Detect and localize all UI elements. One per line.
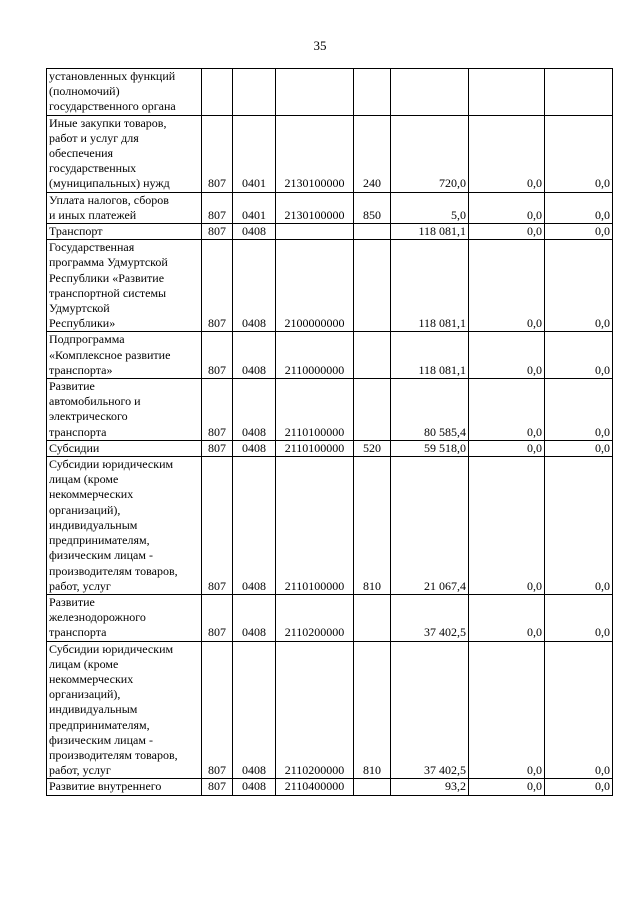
cell-amount-year1: 37 402,5 [391,594,469,641]
item-name-line: Иные закупки товаров, [49,115,167,130]
item-name-line: установленных функций [49,69,176,83]
cell-target-article: 2110100000 [276,440,354,456]
cell-amount-year3 [545,69,613,116]
item-name-line: программа Удмуртской [49,255,168,270]
cell-amount-year3: 0,0 [545,224,613,240]
cell-item-name [47,379,202,441]
item-name-line: лицам (кроме [49,472,119,487]
cell-amount-year1: 5,0 [391,192,469,223]
item-name-line: Транспорт [49,224,103,239]
item-name-line: лицам (кроме [49,656,119,671]
cell-target-article: 2110100000 [276,379,354,441]
item-name-line: транспорта [49,424,107,439]
cell-ministry-code: 807 [202,332,233,379]
cell-expense-type [354,594,391,641]
item-name-line: Государственная [49,240,135,255]
table-row [47,224,613,240]
cell-section-code: 0408 [233,779,276,795]
item-name-line: железнодорожного [49,610,146,625]
item-name-line: организаций), [49,687,121,702]
cell-amount-year3: 0,0 [545,192,613,223]
cell-amount-year2: 0,0 [469,594,545,641]
table-row [47,440,613,456]
cell-amount-year2: 0,0 [469,192,545,223]
cell-item-name [47,69,202,116]
item-name-line: Подпрограмма [49,332,125,347]
cell-amount-year1: 21 067,4 [391,457,469,595]
cell-ministry-code: 807 [202,641,233,779]
table-row [47,594,613,641]
item-name-line: работ, услуг [49,763,111,778]
cell-amount-year2: 0,0 [469,457,545,595]
cell-target-article: 2130100000 [276,115,354,192]
item-name-line: Субсидии юридическим [49,457,174,472]
table-row [47,69,613,116]
cell-amount-year1: 93,2 [391,779,469,795]
table-row [47,332,613,379]
cell-amount-year2: 0,0 [469,115,545,192]
item-name-line: физическим лицам - [49,732,153,747]
cell-amount-year1: 37 402,5 [391,641,469,779]
cell-target-article: 2110200000 [276,594,354,641]
cell-item-name [47,115,202,192]
cell-section-code: 0408 [233,440,276,456]
item-name-line: некоммерческих [49,487,134,502]
cell-amount-year1: 80 585,4 [391,379,469,441]
cell-expense-type: 810 [354,457,391,595]
cell-expense-type [354,224,391,240]
cell-item-name [47,457,202,595]
item-name-line: Уплата налогов, сборов [49,192,169,207]
cell-amount-year3: 0,0 [545,594,613,641]
cell-amount-year3: 0,0 [545,457,613,595]
cell-section-code: 0408 [233,240,276,332]
cell-amount-year2: 0,0 [469,779,545,795]
cell-item-name [47,192,202,223]
cell-amount-year3: 0,0 [545,779,613,795]
cell-expense-type: 520 [354,440,391,456]
item-name-line: транспорта» [49,362,113,377]
cell-section-code: 0408 [233,457,276,595]
cell-expense-type: 240 [354,115,391,192]
table-row [47,779,613,795]
cell-amount-year2: 0,0 [469,332,545,379]
cell-target-article: 2130100000 [276,192,354,223]
item-name-line: Субсидии юридическим [49,641,174,656]
cell-ministry-code: 807 [202,440,233,456]
cell-section-code: 0408 [233,332,276,379]
cell-section-code: 0408 [233,594,276,641]
cell-amount-year3: 0,0 [545,641,613,779]
cell-ministry-code: 807 [202,224,233,240]
cell-expense-type [354,69,391,116]
cell-ministry-code: 807 [202,240,233,332]
table-row [47,115,613,192]
cell-section-code: 0408 [233,379,276,441]
item-name-line: предпринимателям, [49,533,150,548]
cell-ministry-code: 807 [202,115,233,192]
cell-item-name [47,594,202,641]
cell-ministry-code: 807 [202,192,233,223]
cell-item-name [47,440,202,456]
item-name-line: работ и услуг для [49,130,139,145]
cell-amount-year3: 0,0 [545,379,613,441]
item-name-line: транспорта [49,625,107,640]
cell-ministry-code: 807 [202,594,233,641]
item-name-line: производителям товаров, [49,747,178,762]
cell-item-name [47,779,202,795]
cell-section-code: 0401 [233,192,276,223]
cell-ministry-code: 807 [202,379,233,441]
cell-amount-year1: 118 081,1 [391,240,469,332]
cell-section-code [233,69,276,116]
cell-amount-year2: 0,0 [469,641,545,779]
item-name-line: «Комплексное развитие [49,347,171,362]
cell-amount-year3: 0,0 [545,440,613,456]
item-name-line: обеспечения [49,146,114,161]
cell-target-article [276,224,354,240]
item-name-line: электрического [49,409,128,424]
page-number: 35 [313,38,327,53]
cell-expense-type: 850 [354,192,391,223]
item-name-line: работ, услуг [49,578,111,593]
cell-amount-year1: 118 081,1 [391,224,469,240]
cell-amount-year2: 0,0 [469,224,545,240]
item-name-line: Республики» [49,316,116,331]
item-name-line: Развитие [49,379,95,394]
item-name-line: некоммерческих [49,671,134,686]
cell-item-name [47,641,202,779]
item-name-line: индивидуальным [49,517,138,532]
cell-target-article: 2110100000 [276,457,354,595]
cell-amount-year2: 0,0 [469,440,545,456]
item-name-line: производителям товаров, [49,563,178,578]
cell-expense-type [354,779,391,795]
cell-ministry-code [202,69,233,116]
item-name-line: (полномочий) [49,84,120,99]
cell-target-article: 2110000000 [276,332,354,379]
item-name-line: индивидуальным [49,702,138,717]
cell-amount-year1: 720,0 [391,115,469,192]
cell-target-article: 2110200000 [276,641,354,779]
cell-expense-type [354,379,391,441]
cell-expense-type: 810 [354,641,391,779]
cell-amount-year2 [469,69,545,116]
table-row [47,240,613,332]
table-row [47,641,613,779]
item-name-line: физическим лицам - [49,548,153,563]
cell-item-name [47,332,202,379]
cell-section-code: 0408 [233,641,276,779]
table-row [47,457,613,595]
item-name-line: Субсидии [49,440,100,455]
item-name-line: Республики «Развитие [49,270,165,285]
cell-expense-type [354,240,391,332]
cell-amount-year1: 118 081,1 [391,332,469,379]
cell-amount-year1: 59 518,0 [391,440,469,456]
cell-amount-year3: 0,0 [545,332,613,379]
item-name-line: Развитие внутреннего [49,779,162,794]
item-name-line: и иных платежей [49,207,137,222]
cell-target-article [276,69,354,116]
table-row [47,379,613,441]
cell-target-article: 2110400000 [276,779,354,795]
item-name-line: Развитие [49,594,95,609]
cell-amount-year1 [391,69,469,116]
cell-ministry-code: 807 [202,457,233,595]
cell-target-article: 2100000000 [276,240,354,332]
item-name-line: предпринимателям, [49,717,150,732]
cell-amount-year3: 0,0 [545,115,613,192]
budget-table [46,68,613,796]
cell-section-code: 0401 [233,115,276,192]
item-name-line: транспортной системы [49,285,167,300]
cell-item-name [47,240,202,332]
item-name-line: государственных [49,161,137,176]
item-name-line: автомобильного и [49,394,141,409]
cell-amount-year2: 0,0 [469,379,545,441]
table-row [47,192,613,223]
cell-item-name [47,224,202,240]
cell-amount-year3: 0,0 [545,240,613,332]
cell-section-code: 0408 [233,224,276,240]
cell-expense-type [354,332,391,379]
item-name-line: (муниципальных) нужд [49,176,170,191]
item-name-line: государственного органа [49,99,176,114]
cell-ministry-code: 807 [202,779,233,795]
item-name-line: Удмуртской [49,301,110,316]
item-name-line: организаций), [49,502,121,517]
cell-amount-year2: 0,0 [469,240,545,332]
